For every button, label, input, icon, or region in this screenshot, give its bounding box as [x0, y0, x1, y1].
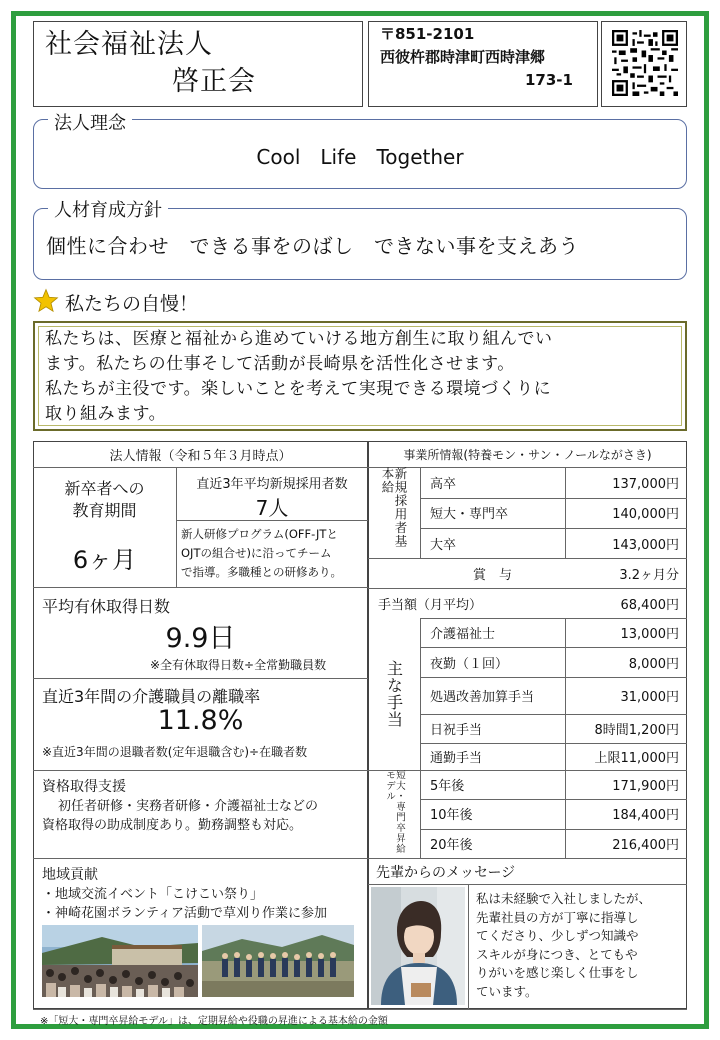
philosophy-title: 法人理念 [48, 113, 132, 135]
leave-label: 平均有休取得日数 [42, 597, 171, 616]
base-pay-row-label: 短大・専門卒 [430, 507, 509, 522]
philosophy-text: Cool Life Together [256, 145, 464, 169]
message-line: 先輩社員の方が丁寧に指導し [476, 909, 639, 925]
raise-model-row-label: 10年後 [430, 808, 473, 824]
qual-line2: 資格取得の助成制度あり。勤務調整も対応。 [42, 818, 303, 833]
allowance-value: 68,400円 [620, 597, 679, 613]
allowance-row-label: 夜勤（１回） [430, 656, 509, 672]
volunteer-photo [202, 925, 354, 997]
community-line1: ・地域交流イベント「こけこい祭り」 [42, 887, 264, 902]
hire-label: 直近3年平均新規採用者数 [196, 477, 348, 492]
qual-label: 資格取得支援 [42, 779, 126, 795]
office-info-header: 事業所情報(特養モン・サン・ノールながさき) [403, 447, 652, 462]
training-policy-text: 個性に合わせ できる事をのばし できない事を支えあう [46, 234, 579, 258]
org-name-line2: 啓正会 [172, 66, 256, 97]
message-label: 先輩からのメッセージ [376, 865, 516, 881]
message-line: ています。 [476, 983, 538, 999]
allowance-row-value: 31,000円 [620, 690, 679, 705]
base-pay-label: 新規採用者基本給 [380, 467, 408, 548]
raise-model-row-label: 5年後 [430, 779, 465, 794]
allowance-row-value: 8,000円 [628, 656, 679, 672]
program-line3: で指導。多職種との研修あり。 [181, 565, 342, 579]
org-name-line1: 社会福祉法人 [45, 29, 213, 60]
pride-title: 私たちの自慢！ [65, 293, 199, 315]
address-line2: 173-1 [525, 71, 573, 89]
pride-box [33, 321, 687, 431]
raise-model-row-value: 184,400円 [612, 808, 679, 824]
community-line2: ・神崎花園ボランティア活動で草刈り作業に参加 [42, 906, 327, 921]
festival-photo [42, 925, 198, 997]
allowance-label: 手当額（月平均） [378, 597, 483, 613]
corp-info-header: 法人情報（令和５年３月時点） [109, 448, 292, 464]
community-label: 地域貢献 [42, 867, 98, 883]
pride-line3: 私たちが主役です。楽しいことを考えて実現できる環境づくりに [45, 379, 552, 399]
base-pay-row-value: 137,000円 [612, 476, 679, 492]
raise-model-row-value: 216,400円 [612, 837, 679, 853]
main-allowance-label: 主な手当 [384, 660, 404, 728]
leave-note: ※全有休取得日数÷全常勤職員数 [150, 658, 327, 672]
turnover-note: ※直近3年間の退職者数(定年退職含む)÷在職者数 [42, 745, 308, 759]
allowance-row-label: 日祝手当 [430, 723, 483, 738]
message-line: スキルが身につき、とてもや [476, 946, 638, 962]
address-line1: 西彼杵郡時津町西時津郷 [380, 48, 546, 66]
edu-value: 6ヶ月 [72, 546, 137, 574]
message-line: てくださり、少しずつ知識や [476, 928, 639, 943]
turnover-label: 直近3年間の介護職員の離職率 [42, 687, 261, 706]
base-pay-row-value: 143,000円 [612, 537, 679, 553]
program-line1: 新人研修プログラム(OFF-JTと [181, 527, 338, 541]
base-pay-row-label: 高卒 [430, 476, 457, 492]
leave-value: 9.9日 [165, 623, 236, 654]
base-pay-row-label: 大卒 [430, 537, 457, 553]
qual-line1: 初任者研修・実務者研修・介護福祉士などの [58, 799, 319, 814]
message-line: りがいを感じ楽しく仕事をし [476, 965, 639, 980]
raise-model-row-label: 20年後 [430, 837, 473, 853]
program-line2: OJTの組合せ)に沿ってチーム [181, 546, 332, 560]
hire-value: 7人 [255, 496, 289, 520]
allowance-row-value: 13,000円 [620, 627, 679, 642]
message-line: 私は未経験で入社しましたが、 [476, 891, 652, 906]
qr-code-icon[interactable] [612, 29, 678, 97]
pride-line1: 私たちは、医療と福祉から進めていける地方創生に取り組んでい [45, 329, 553, 349]
bonus-value: 3.2ヶ月分 [619, 567, 679, 583]
footnote: ※「短大・専門卒昇給モデル」は、定期昇給や役職の昇進による基本給の金額 [40, 1016, 388, 1027]
pride-line2: ます。私たちの仕事そして活動が長崎県を活性化させます。 [45, 354, 515, 374]
model-label: 短大・専門卒昇給モデル [384, 770, 405, 854]
pride-line4: 取り組みます。 [45, 404, 167, 424]
raise-model-row-value: 171,900円 [612, 779, 679, 794]
training-policy-title: 人材育成方針 [48, 200, 168, 222]
bonus-label: 賞 与 [472, 567, 512, 583]
allowance-row-label: 介護福祉士 [430, 627, 496, 642]
star-icon [33, 288, 59, 314]
allowance-row-label: 処遇改善加算手当 [430, 690, 535, 705]
edu-label-line2: 教育期間 [72, 501, 137, 520]
edu-label-line1: 新卒者への [64, 479, 145, 498]
allowance-row-value: 上限11,000円 [594, 751, 679, 766]
turnover-value: 11.8% [157, 705, 244, 736]
allowance-row-value: 8時間1,200円 [594, 723, 679, 738]
allowance-row-label: 通勤手当 [430, 751, 483, 766]
postal-code: 〒851-2101 [380, 25, 475, 43]
base-pay-row-value: 140,000円 [612, 507, 679, 522]
staff-photo [371, 887, 465, 1005]
